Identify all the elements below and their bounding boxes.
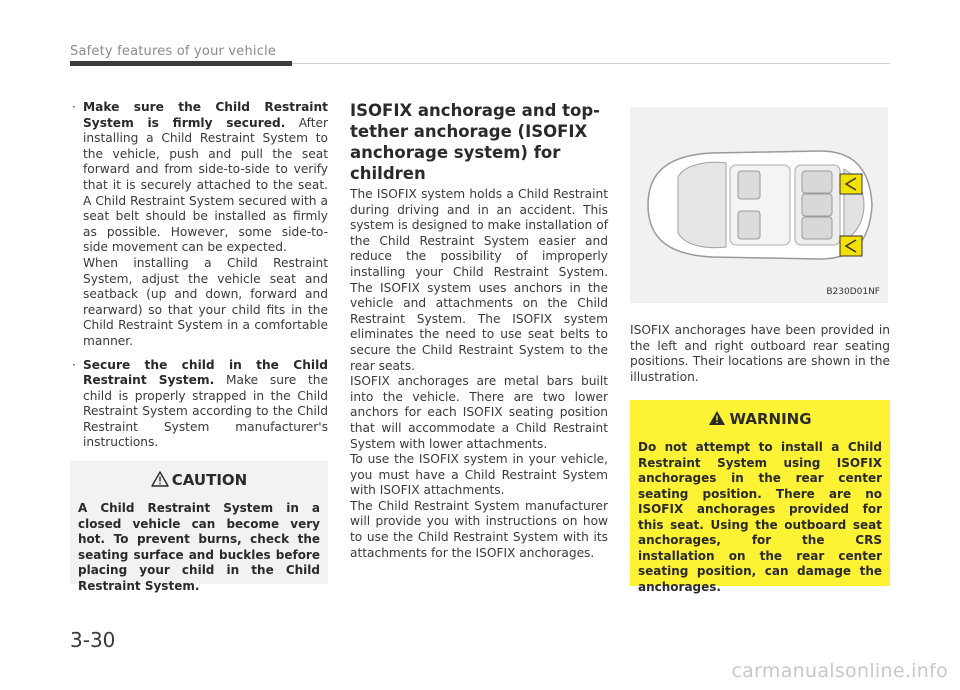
- list-item: [70, 358, 328, 452]
- watermark: carmanualsonline.info: [731, 660, 948, 682]
- caution-title: CAUTION: [70, 471, 328, 489]
- paragraph: The ISOFIX system holds a Child Restraint during driving and in an accident. This system is designed to make installation of the Child Restraint System easier and reduce the possibility of improperly installing your Child Restraint System. The ISOFIX system uses anchors in the vehicle and attachments on the Child Restraint System. The ISOFIX system eliminates the need to use seat belts to secure the Child Restraint System to the rear seats.: [350, 187, 608, 373]
- isofix-illustration: [630, 107, 888, 303]
- bullet-heading: Make sure the Child Restraint System is firmly secured.: [83, 100, 328, 130]
- list-item: [70, 100, 328, 350]
- paragraph: To use the ISOFIX system in your vehicle, you must have a Child Restraint System with ISOFIX attachments.: [350, 452, 608, 498]
- bullet-text-continued: When installing a Child Restraint System, adjust the vehicle seat and seatback (up and down, forward and rearward) so that your child fits in the Child Restraint System in a comfortable manner.: [83, 255, 328, 348]
- caution-triangle-icon: [151, 471, 169, 487]
- warning-box: [630, 400, 890, 594]
- bullet-dot-icon: ·: [72, 100, 76, 114]
- left-column: [70, 100, 328, 459]
- middle-column: [350, 100, 608, 561]
- paragraph: The Child Restraint System manufacturer will provide you with instructions on how to use the Child Restraint System with its attachments for the ISOFIX anchorages.: [350, 498, 608, 560]
- header-rule: [292, 63, 890, 64]
- bullet-dot-icon: ·: [72, 357, 76, 372]
- caution-text: A Child Restraint System in a closed vehicle can become very hot. To prevent burns, check the seating surface and buckles before placing your child in the Child Restraint System.: [78, 501, 320, 593]
- bullet-heading: Secure the child in the Child Restraint System.: [83, 357, 328, 388]
- caution-box: [70, 461, 328, 593]
- isofix-arrow-icon: [840, 236, 862, 256]
- page-number: 3-30: [70, 628, 116, 652]
- car-top-view-icon: [630, 107, 888, 303]
- right-column: [630, 323, 890, 385]
- bullet-text: After installing a Child Restraint System to the vehicle, push and pull the seat forward and from side-to-side to verify that it is securely attached to the seat. A Child Restraint System secured with a seat belt should be installed as firmly as possible. However, some side-to-side movement can be expected.: [83, 115, 328, 255]
- section-heading: ISOFIX anchorage and top-tether anchorage (ISOFIX anchorage system) for children: [350, 101, 601, 183]
- bullet-text: Make sure the child is properly strapped in the Child Restraint System according to the Child Restraint System manufacturer's instructions.: [83, 373, 328, 450]
- warning-text: Do not attempt to install a Child Restraint System using ISOFIX anchorages in the rear center seating position. There are no ISOFIX anchorages provided for this seat. Using the outboard seat anchorages, for the CRS installation on the rear center seating position, can damage the anchorages.: [638, 440, 882, 594]
- warning-title: WARNING: [630, 410, 890, 428]
- figure-code: B230D01NF: [826, 287, 880, 297]
- paragraph: ISOFIX anchorages have been provided in the left and right outboard rear seating positions. Their locations are shown in the illustration.: [630, 323, 890, 384]
- section-title: Safety features of your vehicle: [70, 44, 277, 59]
- warning-triangle-icon: [708, 410, 726, 426]
- paragraph: ISOFIX anchorages are metal bars built into the vehicle. There are two lower anchors for each ISOFIX seating position that will accommodate a Child Restraint System with lower attachments.: [350, 374, 608, 451]
- isofix-arrow-icon: [840, 174, 862, 194]
- header-bar: [70, 61, 292, 66]
